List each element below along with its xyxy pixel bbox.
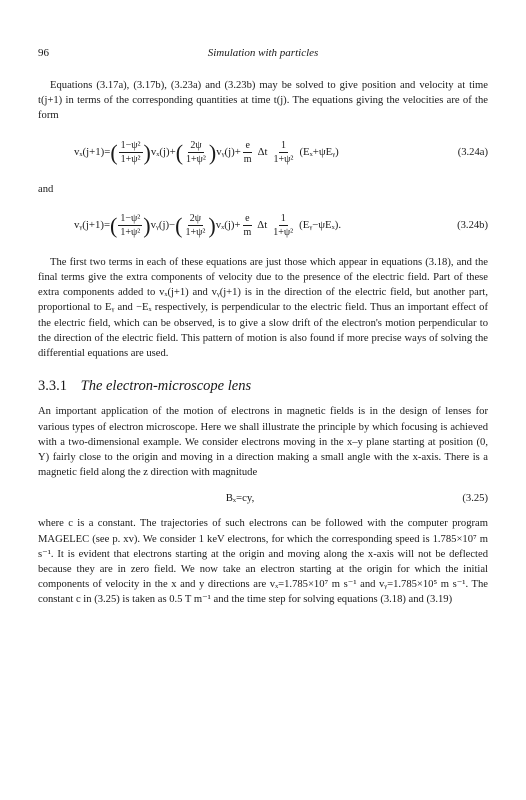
section-heading [38,379,488,394]
eq-b-fraction-1-num: 1−ψ² [120,213,141,225]
eq-b-fraction-1 [118,213,142,238]
eq-a-tail: (Eₓ+ψEᵧ) [299,146,339,158]
equation-3-24b-body [38,213,442,238]
eq-b-term-1: vᵧ(j)− [150,219,176,232]
eq-a-fraction-1-num: 1−ψ² [120,140,141,152]
equation-3-25-body: Bₓ=cy, [225,491,255,504]
paragraph-lens-intro: An important application of the motion of electrons in magnetic fields is in the design of lenses for various types of electron microscope. Here we shall illustrate the principle by which focusing is achieved with a two-dimensional example. We consider electrons moving in the x–y plane starting at position (0, Y) fairly close to the origin and moving in a direction making a small angle with the x-axis. There is a magnetic field along the z direction with magnitude [38,406,488,479]
eq-a-close-paren-2: ) [208,139,217,165]
eq-b-term-2: vₓ(j)+ [215,219,241,232]
eq-a-fraction-1-den: 1+ψ² [120,154,141,166]
eq-b-fraction-4-den: 1+ψ² [273,227,294,239]
eq-a-fraction-4-den: 1+ψ² [273,154,294,166]
eq-b-lhs: vᵧ(j+1)= [74,219,111,232]
page-number: 96 [38,47,49,59]
eq-a-fraction-2-num: 2ψ [190,140,202,152]
equation-3-24a-number: (3.24a) [457,147,488,158]
book-page [38,46,488,608]
eq-a-fraction-1 [119,140,143,165]
eq-b-delta-t: Δt [257,219,268,232]
eq-a-term-2: vᵧ(j)+ [216,146,241,158]
and-text: and [38,183,54,195]
running-head: Simulation with particles [207,47,319,59]
equation-3-24a [38,132,488,174]
eq-a-close-paren-1: ) [143,139,151,165]
eq-b-open-paren-2: ( [175,212,183,238]
equation-3-25-number: (3.25) [462,492,488,504]
eq-b-fraction-4 [271,213,295,238]
eq-a-open-paren-2: ( [175,139,184,165]
eq-a-term-1: vₓ(j)+ [150,146,176,158]
paragraph-velocity-discussion: The first two terms in each of these equations are just those which appear in equations (3.18), and the final terms give the extra components of velocity due to the presence of the electric field. Part of these extra components added to vₓ(j+1) and vᵧ(j+1) is in the direction of the electric field, but another part, proportional to Eᵧ and −Eₓ respectively, is perpendicular to the electric field. Thus an important effect of the electric field, which can be observed, is to give a slow drift of the electron's motion perpendicular to the direction of the electric field. This pattern of motion is also found if more precise ways of solving the differential equations are used. [38,256,488,360]
eq-b-fraction-3-num: e [245,213,250,225]
equation-3-24a-body [38,140,442,165]
eq-a-fraction-4 [272,140,296,165]
equation-3-24b-number: (3.24b) [457,220,488,232]
eq-b-tail: (Eᵧ−ψEₓ). [299,219,342,232]
section-number: 3.3.1 [38,378,67,395]
eq-a-delta-t: Δt [257,146,268,158]
eq-b-fraction-4-num: 1 [280,213,286,225]
eq-b-fraction-2 [183,213,207,238]
eq-b-close-paren-1: ) [143,212,151,238]
section-title: The electron-microscope lens [80,378,252,395]
eq-b-fraction-2-den: 1+ψ² [185,227,206,239]
eq-b-fraction-3 [242,213,254,238]
equation-3-25 [38,486,488,510]
eq-a-lhs: vₓ(j+1)= [74,146,111,158]
intro-paragraph: Equations (3.17a), (3.17b), (3.23a) and (3.23b) may be solved to give position and velocity at time t(j+1) in terms of the corresponding quantities at time t(j). The equations giving the velocities are of the form [38,80,488,122]
eq-a-fraction-3-num: e [245,140,250,152]
eq-a-open-paren-1: ( [110,139,118,165]
eq-a-fraction-4-num: 1 [280,140,286,152]
equation-3-24b [38,205,488,247]
eq-b-close-paren-2: ) [208,212,216,238]
eq-b-fraction-1-den: 1+ψ² [120,227,141,239]
eq-b-open-paren-1: ( [110,212,118,238]
eq-a-fraction-2 [184,140,208,165]
eq-b-fraction-2-num: 2ψ [189,213,202,225]
paragraph-magelec: where c is a constant. The trajectories of such electrons can be followed with the computer program MAGELEC (see p. xv). We consider 1 keV electrons, for which the corresponding speed is 1.785×10⁷ m s⁻¹. It is evident that electrons starting at the origin and moving along the x-axis will not be deflected because they are in zero field. We now take an electron starting at the origin for which the initial components of velocity in the x and y directions are vₓ=1.785×10⁷ m s⁻¹ and vᵧ=1.785×10⁵ m s⁻¹. The constant c in (3.25) is taken as 0.5 T m⁻¹ and the time step for solving equations (3.18) and (3.19) [38,518,488,606]
eq-a-fraction-2-den: 1+ψ² [186,154,206,166]
eq-a-fraction-3-den: m [243,154,252,166]
eq-b-fraction-3-den: m [243,227,252,239]
eq-a-fraction-3 [242,140,254,165]
page-header [38,46,488,62]
